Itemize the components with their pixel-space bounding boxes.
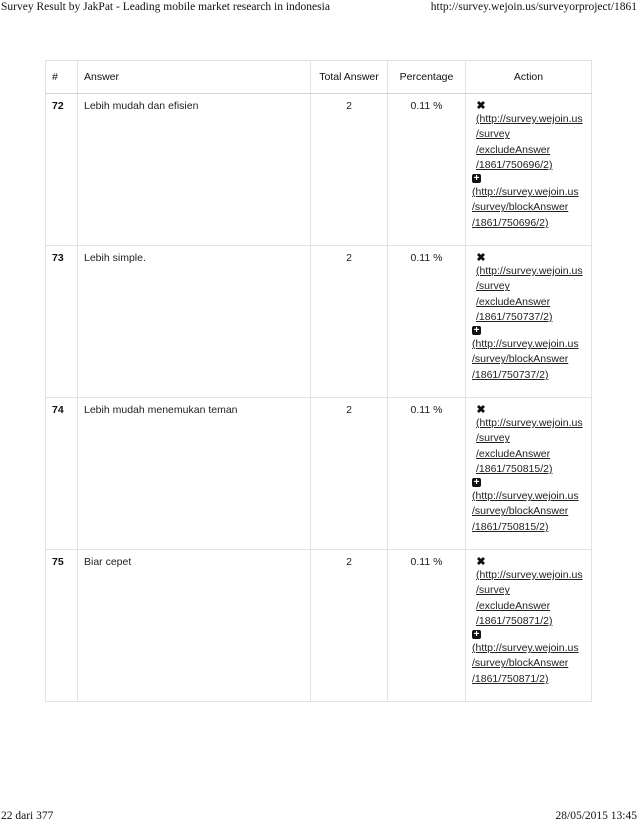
action-cell — [466, 550, 592, 702]
percentage-value: 0.11 % — [388, 550, 466, 702]
column-header-percentage: Percentage — [388, 61, 466, 94]
exclude-link-text: /survey — [476, 128, 510, 141]
print-header — [0, 1, 638, 17]
action-cell — [466, 246, 592, 398]
page-counter: 22 dari 377 — [1, 810, 54, 822]
block-link-text: (http://survey.wejoin.us — [472, 186, 579, 199]
row-number: 75 — [46, 550, 78, 702]
exclude-link-text: (http://survey.wejoin.us — [476, 265, 583, 277]
answer-text: Biar cepet — [78, 550, 311, 702]
action-cell — [466, 94, 592, 246]
exclude-icon[interactable]: ✖ — [476, 555, 486, 568]
block-link-text: /1861/750815/2) — [472, 520, 549, 533]
exclude-link-text: /survey — [476, 584, 510, 597]
table-header-row — [46, 61, 592, 94]
block-link-text: (http://survey.wejoin.us — [472, 490, 579, 503]
block-link-text: /survey/blockAnswer — [472, 201, 569, 214]
table-row — [46, 398, 592, 550]
print-footer — [0, 810, 638, 826]
exclude-link-text: /1861/750815/2) — [476, 462, 553, 475]
exclude-answer-link[interactable] — [472, 568, 585, 629]
exclude-link-text: (http://survey.wejoin.us — [476, 417, 583, 429]
block-answer-link[interactable] — [472, 641, 585, 687]
table-row — [46, 550, 592, 702]
answer-text: Lebih mudah dan efisien — [78, 94, 311, 246]
exclude-link-text: /excludeAnswer — [476, 143, 551, 156]
print-datetime: 28/05/2015 13:45 — [555, 810, 637, 822]
total-answer-value: 2 — [311, 246, 388, 398]
row-number: 73 — [46, 246, 78, 398]
block-answer-link[interactable] — [472, 489, 585, 535]
exclude-answer-link[interactable] — [472, 112, 585, 173]
block-icon[interactable]: + — [473, 477, 480, 489]
table-row — [46, 94, 592, 246]
answer-text: Lebih mudah menemukan teman — [78, 398, 311, 550]
exclude-link-text: /excludeAnswer — [476, 599, 551, 612]
block-link-text: /survey/blockAnswer — [472, 657, 569, 670]
percentage-value: 0.11 % — [388, 398, 466, 550]
column-header-answer: Answer — [78, 61, 311, 94]
survey-results-table — [45, 60, 592, 702]
page-title: Survey Result by JakPat - Leading mobile market research in indonesia — [1, 1, 330, 13]
percentage-value: 0.11 % — [388, 246, 466, 398]
exclude-link-text: (http://survey.wejoin.us — [476, 569, 583, 581]
block-link-text: /1861/750696/2) — [472, 216, 549, 229]
exclude-answer-link[interactable] — [472, 264, 585, 325]
exclude-icon[interactable]: ✖ — [476, 403, 486, 416]
exclude-link-text: /excludeAnswer — [476, 447, 551, 460]
exclude-icon[interactable]: ✖ — [476, 251, 486, 264]
block-icon[interactable]: + — [473, 629, 480, 641]
block-link-text: (http://survey.wejoin.us — [472, 338, 579, 351]
column-header-action: Action — [466, 61, 592, 94]
row-number: 74 — [46, 398, 78, 550]
exclude-link-text: (http://survey.wejoin.us — [476, 113, 583, 125]
answer-text: Lebih simple. — [78, 246, 311, 398]
exclude-link-text: /survey — [476, 432, 510, 445]
page-url: http://survey.wejoin.us/surveyorproject/1861 — [430, 1, 637, 13]
column-header-total-answer: Total Answer — [311, 61, 388, 94]
total-answer-value: 2 — [311, 398, 388, 550]
block-icon[interactable]: + — [473, 325, 480, 337]
block-link-text: /1861/750871/2) — [472, 672, 549, 685]
exclude-link-text: /survey — [476, 280, 510, 293]
exclude-icon[interactable]: ✖ — [476, 99, 486, 112]
block-icon[interactable]: + — [473, 173, 480, 185]
action-cell — [466, 398, 592, 550]
exclude-answer-link[interactable] — [472, 416, 585, 477]
block-link-text: /survey/blockAnswer — [472, 505, 569, 518]
total-answer-value: 2 — [311, 94, 388, 246]
exclude-link-text: /1861/750696/2) — [476, 158, 553, 171]
table-row — [46, 246, 592, 398]
exclude-link-text: /1861/750871/2) — [476, 614, 553, 627]
block-answer-link[interactable] — [472, 185, 585, 231]
row-number: 72 — [46, 94, 78, 246]
block-link-text: /survey/blockAnswer — [472, 353, 569, 366]
block-link-text: /1861/750737/2) — [472, 368, 549, 381]
block-link-text: (http://survey.wejoin.us — [472, 642, 579, 655]
exclude-link-text: /1861/750737/2) — [476, 310, 553, 323]
total-answer-value: 2 — [311, 550, 388, 702]
column-header-number: # — [46, 61, 78, 94]
block-answer-link[interactable] — [472, 337, 585, 383]
exclude-link-text: /excludeAnswer — [476, 295, 551, 308]
percentage-value: 0.11 % — [388, 94, 466, 246]
